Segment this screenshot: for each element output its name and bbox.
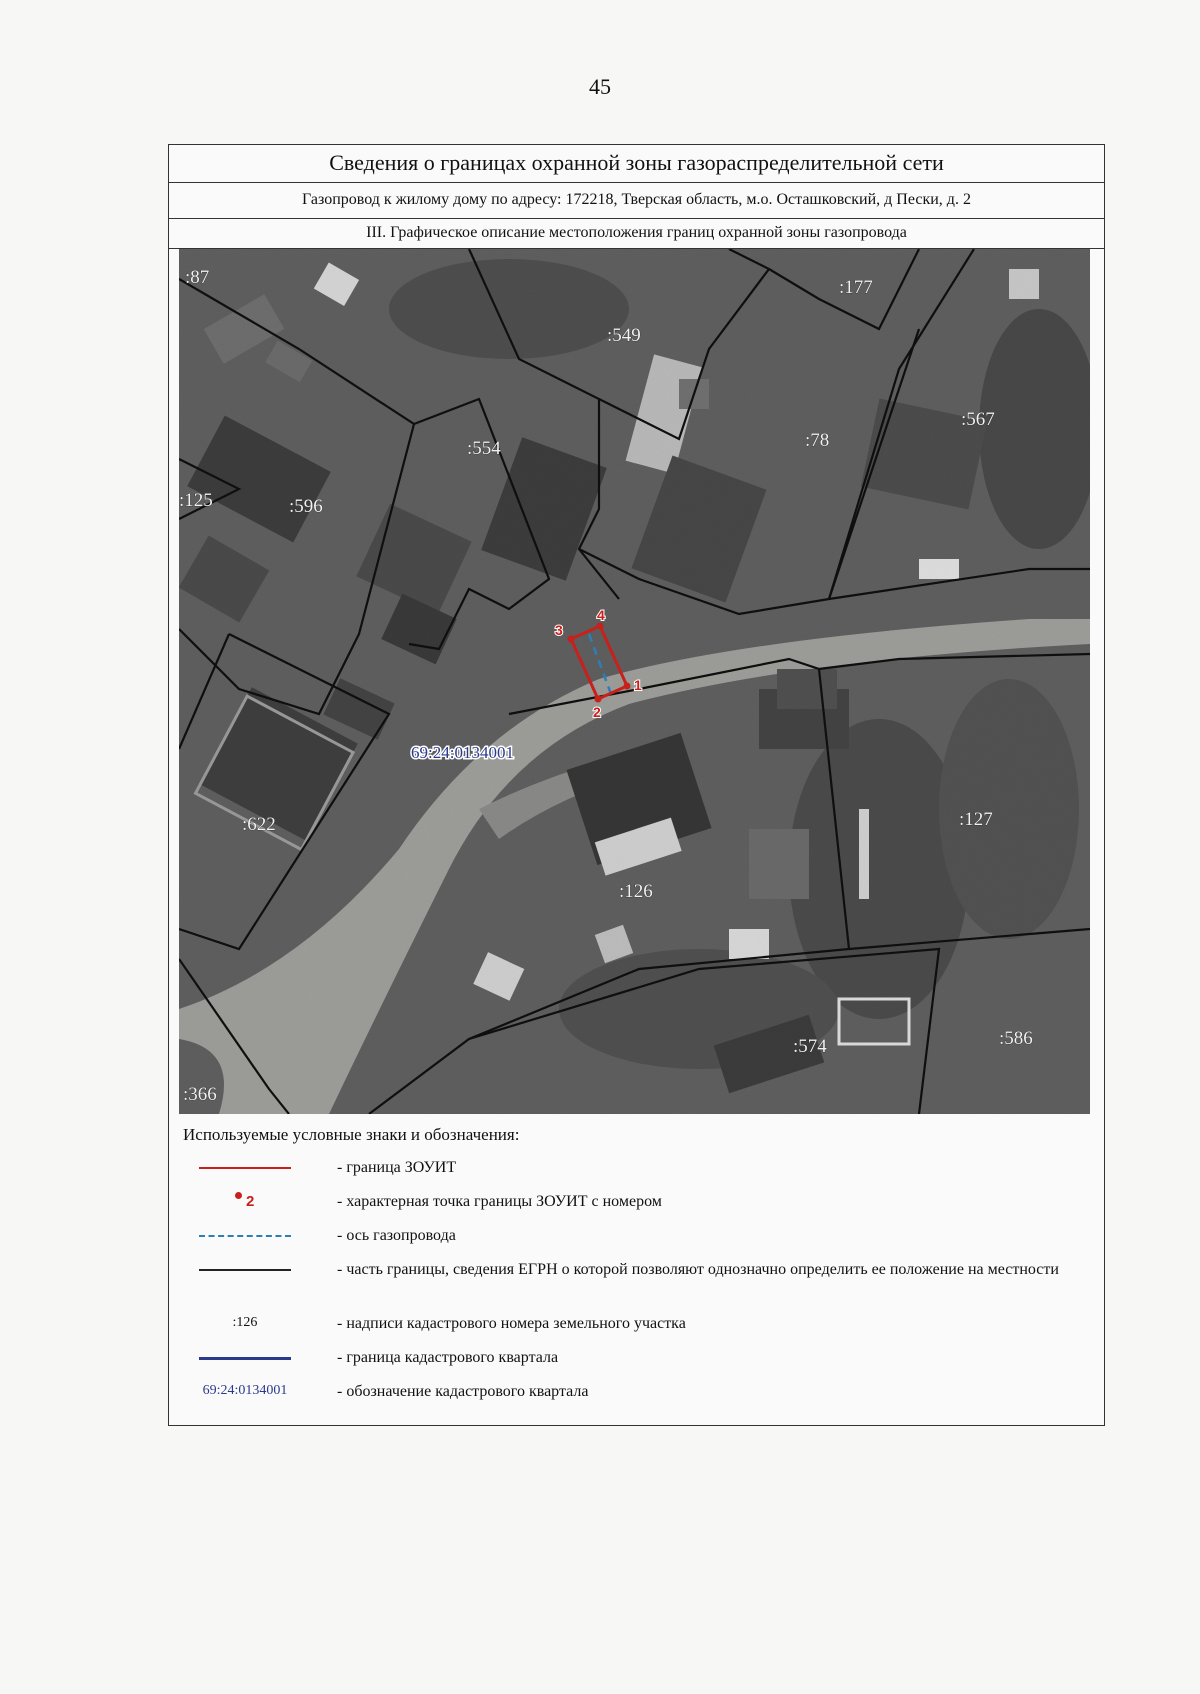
legend-item — [183, 1311, 1090, 1345]
boundary-point-1 — [624, 683, 631, 690]
parcel-label: :78 — [805, 430, 830, 451]
legend-item — [183, 1223, 1090, 1257]
page-number: 45 — [589, 74, 611, 99]
legend-text: - граница кадастрового квартала — [337, 1349, 559, 1366]
legend-item — [183, 1345, 1090, 1379]
legend-title: Используемые условные знаки и обозначения: — [183, 1125, 520, 1144]
legend-item — [183, 1155, 1090, 1189]
legend-symbol-quarter-label — [199, 1379, 291, 1405]
legend-symbol-gas-axis — [199, 1223, 291, 1249]
parcel-label: :574 — [793, 1036, 827, 1057]
legend-item — [183, 1379, 1090, 1413]
parcel-label: :554 — [467, 438, 501, 459]
parcel-label: :125 — [179, 490, 213, 511]
cadastral-map — [179, 249, 1090, 1114]
legend-symbol-quarter-boundary — [199, 1345, 291, 1371]
legend-symbol-text: :126 — [232, 1315, 258, 1330]
boundary-point-3 — [568, 636, 575, 643]
parcel-label: :366 — [183, 1084, 217, 1105]
boundary-point-label: 1 — [634, 677, 642, 693]
parcel-label: :87 — [185, 267, 210, 288]
legend-symbol-parcel-label — [199, 1311, 291, 1337]
parcel-label: :126 — [619, 881, 653, 902]
legend-item — [183, 1257, 1090, 1311]
legend-text: - часть границы, сведения ЕГРН о которой позволяют однозначно определить ее положение на местности — [337, 1261, 1059, 1278]
legend-text: - граница ЗОУИТ — [337, 1159, 457, 1176]
legend-text: - характерная точка границы ЗОУИТ с номером — [337, 1193, 662, 1210]
legend-symbol-parcel-boundary — [199, 1257, 291, 1283]
legend-symbol-zone-boundary — [199, 1155, 291, 1181]
legend — [183, 1125, 1090, 1413]
legend-symbol-boundary-point — [199, 1189, 291, 1215]
parcel-label: :586 — [999, 1028, 1033, 1049]
boundary-point-label: 2 — [593, 704, 601, 720]
parcel-label: :622 — [242, 814, 276, 835]
parcel-label: :596 — [289, 496, 323, 517]
boundary-point-2 — [595, 696, 602, 703]
section-title: III. Графическое описание местоположения границ охранной зоны газопровода — [169, 219, 1104, 249]
parcel-label: :567 — [961, 409, 995, 430]
parcel-label: :549 — [607, 325, 641, 346]
legend-symbol-text: 69:24:0134001 — [202, 1383, 288, 1398]
cadastral-quarter-label: 69:24:0134001 — [411, 743, 514, 762]
legend-item — [183, 1189, 1090, 1223]
parcel-label: :177 — [839, 277, 873, 298]
parcel-label: :127 — [959, 809, 993, 830]
object-description: Газопровод к жилому дому по адресу: 172218, Тверская область, м.о. Осташковский, д Пески, д. 2 — [169, 183, 1104, 219]
document-title: Сведения о границах охранной зоны газораспределительной сети — [169, 145, 1104, 183]
boundary-point-4 — [597, 623, 604, 630]
document-frame — [168, 144, 1105, 1426]
legend-text: - надписи кадастрового номера земельного участка — [337, 1315, 686, 1332]
map-canvas — [179, 249, 1090, 1114]
boundary-point-label: 3 — [555, 622, 563, 638]
legend-symbol-text: 2 — [246, 1193, 255, 1210]
legend-text: - обозначение кадастрового квартала — [337, 1383, 589, 1400]
boundary-point-label: 4 — [597, 607, 605, 623]
legend-text: - ось газопровода — [337, 1227, 456, 1244]
